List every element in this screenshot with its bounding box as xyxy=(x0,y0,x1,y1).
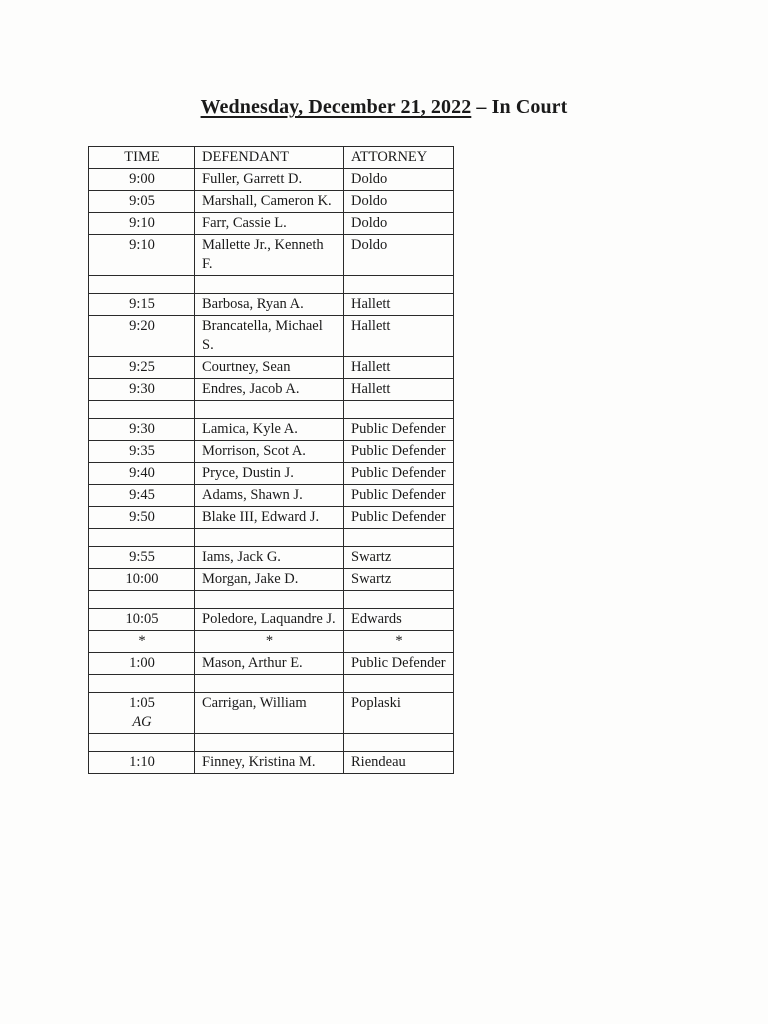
table-spacer-row xyxy=(89,276,454,294)
cell-defendant: Courtney, Sean xyxy=(195,357,344,379)
cell-defendant: Farr, Cassie L. xyxy=(195,213,344,235)
cell-attorney: Hallett xyxy=(344,316,454,357)
cell-defendant xyxy=(195,734,344,752)
cell-attorney: Swartz xyxy=(344,569,454,591)
time-value: 9:30 xyxy=(129,381,155,397)
cell-attorney: Doldo xyxy=(344,235,454,276)
cell-attorney: Poplaski xyxy=(344,693,454,734)
cell-defendant: Mallette Jr., Kenneth F. xyxy=(195,235,344,276)
table-row xyxy=(89,191,454,213)
cell-time xyxy=(89,441,195,463)
cell-defendant: Iams, Jack G. xyxy=(195,547,344,569)
cell-attorney: Doldo xyxy=(344,169,454,191)
cell-time xyxy=(89,463,195,485)
time-value: 9:05 xyxy=(129,193,155,209)
time-value: 9:00 xyxy=(129,171,155,187)
time-value: 1:10 xyxy=(129,754,155,770)
cell-time xyxy=(89,276,195,294)
cell-defendant: Barbosa, Ryan A. xyxy=(195,294,344,316)
cell-defendant: * xyxy=(195,631,344,653)
cell-defendant: Morgan, Jake D. xyxy=(195,569,344,591)
cell-time xyxy=(89,653,195,675)
cell-attorney: Public Defender xyxy=(344,463,454,485)
cell-defendant: Mason, Arthur E. xyxy=(195,653,344,675)
cell-time xyxy=(89,569,195,591)
cell-defendant: Carrigan, William xyxy=(195,693,344,734)
table-row xyxy=(89,294,454,316)
cell-attorney xyxy=(344,734,454,752)
table-row xyxy=(89,357,454,379)
cell-time xyxy=(89,169,195,191)
cell-time xyxy=(89,316,195,357)
title-date: Wednesday, December 21, 2022 xyxy=(200,96,472,118)
time-value: 9:25 xyxy=(129,359,155,375)
table-row xyxy=(89,441,454,463)
title-suffix: – In Court xyxy=(471,96,568,118)
cell-attorney xyxy=(344,401,454,419)
table-row xyxy=(89,569,454,591)
cell-attorney: Doldo xyxy=(344,213,454,235)
table-header-row xyxy=(89,147,454,169)
time-note: AG xyxy=(132,714,152,730)
cell-defendant: Adams, Shawn J. xyxy=(195,485,344,507)
table-row xyxy=(89,547,454,569)
cell-defendant: Marshall, Cameron K. xyxy=(195,191,344,213)
cell-time xyxy=(89,752,195,774)
cell-attorney: Public Defender xyxy=(344,485,454,507)
cell-attorney: Public Defender xyxy=(344,653,454,675)
table-spacer-row xyxy=(89,675,454,693)
cell-attorney xyxy=(344,276,454,294)
table-row xyxy=(89,419,454,441)
cell-attorney: Hallett xyxy=(344,379,454,401)
cell-defendant: Pryce, Dustin J. xyxy=(195,463,344,485)
cell-time xyxy=(89,693,195,734)
cell-attorney: Hallett xyxy=(344,294,454,316)
cell-time xyxy=(89,631,195,653)
time-value: * xyxy=(138,633,146,649)
cell-defendant: Poledore, Laquandre J. xyxy=(195,609,344,631)
table-spacer-row xyxy=(89,734,454,752)
cell-time xyxy=(89,294,195,316)
cell-attorney: Public Defender xyxy=(344,441,454,463)
time-value: 10:00 xyxy=(125,571,159,587)
table-row xyxy=(89,169,454,191)
cell-time xyxy=(89,401,195,419)
cell-time xyxy=(89,485,195,507)
time-value: 1:05 xyxy=(129,695,155,711)
cell-defendant xyxy=(195,529,344,547)
table-row xyxy=(89,653,454,675)
cell-attorney: Swartz xyxy=(344,547,454,569)
cell-defendant: Fuller, Garrett D. xyxy=(195,169,344,191)
table-spacer-row xyxy=(89,529,454,547)
cell-defendant xyxy=(195,401,344,419)
cell-time xyxy=(89,609,195,631)
table-spacer-row xyxy=(89,591,454,609)
table-spacer-row xyxy=(89,401,454,419)
table-row xyxy=(89,463,454,485)
cell-attorney xyxy=(344,591,454,609)
table-row xyxy=(89,752,454,774)
cell-attorney xyxy=(344,675,454,693)
table-row xyxy=(89,609,454,631)
cell-time xyxy=(89,191,195,213)
cell-defendant: Brancatella, Michael S. xyxy=(195,316,344,357)
time-value: 9:35 xyxy=(129,443,155,459)
time-value: 9:15 xyxy=(129,296,155,312)
cell-defendant: Morrison, Scot A. xyxy=(195,441,344,463)
table-row xyxy=(89,213,454,235)
table-row xyxy=(89,379,454,401)
cell-defendant: Finney, Kristina M. xyxy=(195,752,344,774)
cell-time xyxy=(89,529,195,547)
cell-time xyxy=(89,591,195,609)
cell-time xyxy=(89,675,195,693)
table-row xyxy=(89,235,454,276)
table-row xyxy=(89,631,454,653)
time-value: 9:50 xyxy=(129,509,155,525)
cell-time xyxy=(89,235,195,276)
header-time: TIME xyxy=(89,147,195,169)
time-value: 9:55 xyxy=(129,549,155,565)
cell-attorney: * xyxy=(344,631,454,653)
cell-defendant xyxy=(195,675,344,693)
cell-defendant: Blake III, Edward J. xyxy=(195,507,344,529)
time-value: 9:45 xyxy=(129,487,155,503)
docket-table xyxy=(88,146,454,774)
cell-attorney: Edwards xyxy=(344,609,454,631)
cell-defendant: Lamica, Kyle A. xyxy=(195,419,344,441)
time-value: 9:10 xyxy=(129,215,155,231)
cell-attorney xyxy=(344,529,454,547)
table-row xyxy=(89,316,454,357)
cell-attorney: Hallett xyxy=(344,357,454,379)
cell-attorney: Riendeau xyxy=(344,752,454,774)
cell-time xyxy=(89,213,195,235)
time-value: 1:00 xyxy=(129,655,155,671)
header-defendant: DEFENDANT xyxy=(195,147,344,169)
cell-time xyxy=(89,357,195,379)
time-value: 10:05 xyxy=(125,611,159,627)
cell-time xyxy=(89,419,195,441)
cell-defendant xyxy=(195,591,344,609)
header-attorney: ATTORNEY xyxy=(344,147,454,169)
time-value: 9:30 xyxy=(129,421,155,437)
table-row xyxy=(89,693,454,734)
cell-defendant: Endres, Jacob A. xyxy=(195,379,344,401)
time-value: 9:20 xyxy=(129,318,155,334)
cell-time xyxy=(89,507,195,529)
cell-time xyxy=(89,379,195,401)
cell-time xyxy=(89,547,195,569)
table-row xyxy=(89,507,454,529)
cell-defendant xyxy=(195,276,344,294)
page-title xyxy=(0,96,768,119)
cell-attorney: Doldo xyxy=(344,191,454,213)
cell-attorney: Public Defender xyxy=(344,507,454,529)
table-row xyxy=(89,485,454,507)
time-value: 9:10 xyxy=(129,237,155,253)
cell-time xyxy=(89,734,195,752)
cell-attorney: Public Defender xyxy=(344,419,454,441)
time-value: 9:40 xyxy=(129,465,155,481)
